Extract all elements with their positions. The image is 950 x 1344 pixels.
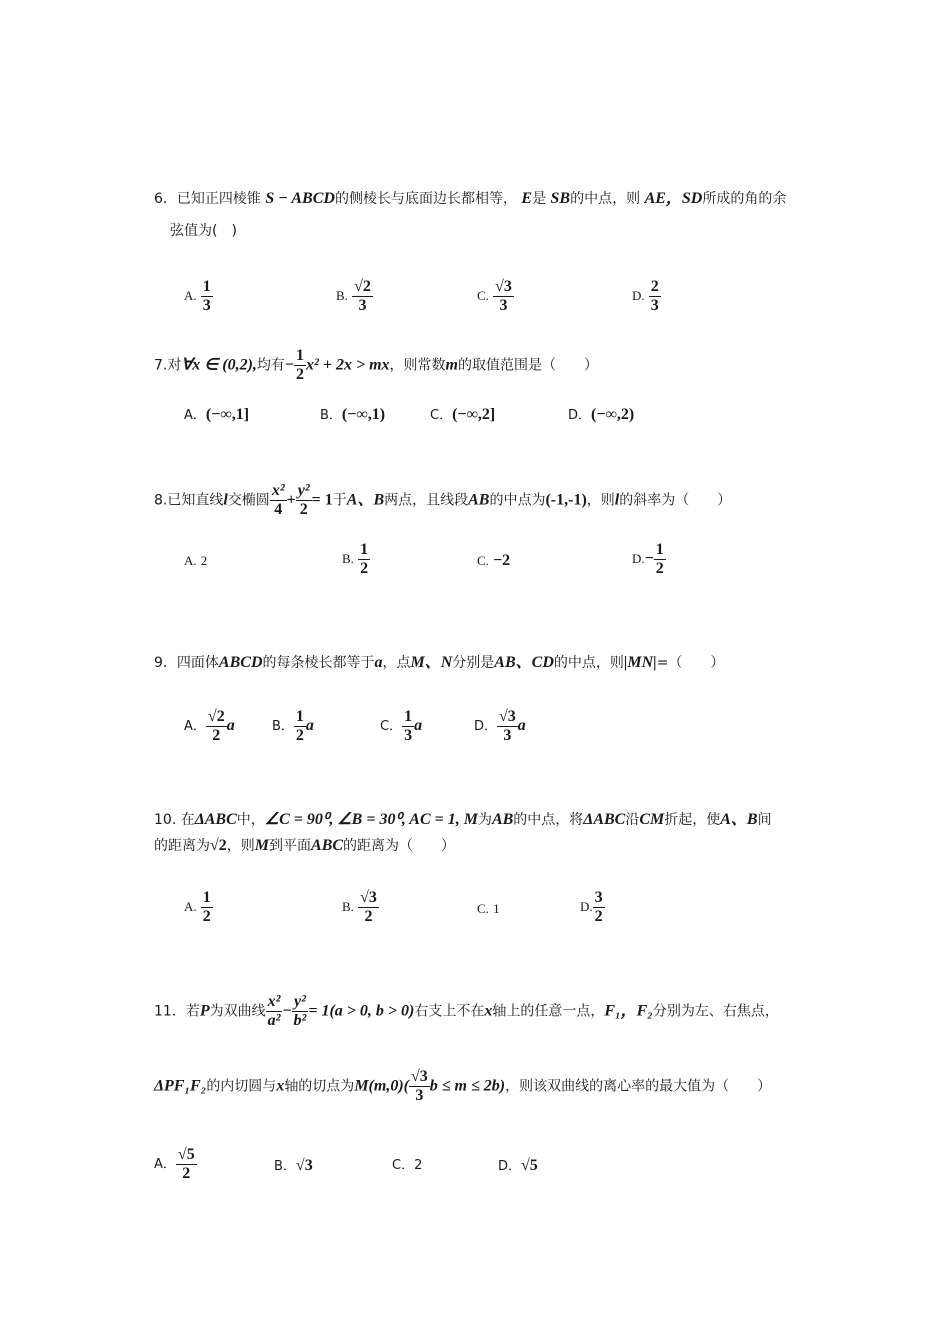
question-11-line-2: ΔPF₁F₂的内切圆与x轴的切点为M(m,0)( $\frac{√3}{3}$ b ≤ m ≤ 2b)，则该双曲线的离心率的最大值为（ ） xyxy=(154,1068,772,1104)
q8-option-b: B. $\frac{1}{2}$ xyxy=(342,541,369,577)
q7-option-a: A．(−∞,1] xyxy=(184,406,250,423)
question-9-line-1: 9．四面体ABCD的每条棱长都等于a，点M、N分别是AB、CD的中点，则|MN|=（ ） xyxy=(154,654,725,671)
q11-option-a: A． $\frac{√5}{2}$ xyxy=(154,1146,195,1182)
question-10-line-2: 的距离为√2，则M到平面ABC的距离为（ ） xyxy=(154,837,456,854)
q11-option-c: C．2 xyxy=(392,1158,423,1173)
q10-option-c: C. 1 xyxy=(477,901,500,916)
q9-option-c: C． $\frac{1}{3}$ a xyxy=(380,708,423,744)
q8-option-c: C. −2 xyxy=(477,552,511,569)
question-11-line-1: 11．若P为双曲线 $\frac{\text{x²}}{\text{a²}}$ − $\frac{\text{y²}}{\text{b²}}$ = 1(a > 0, b > 0)右支上不在x轴上的任意一点，F₁，F₂分别为左、右焦点， xyxy=(154,993,779,1029)
question-10-line-1: 10. 在ΔABC中，∠C = 90⁰, ∠B = 30⁰, AC = 1, M为AB的中点，将ΔABC沿CM折起，使A、B间 xyxy=(154,811,772,828)
q11-option-b: B．√3 xyxy=(274,1157,313,1174)
q10-option-a: A. $\frac{1}{2}$ xyxy=(184,889,211,925)
q6-option-b: B. $\frac{√2}{3}$ xyxy=(336,278,371,314)
q8-option-a: A. 2 xyxy=(184,553,208,568)
q6-option-a: A. $\frac{1}{3}$ xyxy=(184,278,211,314)
q6-option-d: D. $\frac{2}{3}$ xyxy=(632,278,659,314)
q9-option-b: B． $\frac{1}{2}$ a xyxy=(272,708,314,744)
q7-option-d: D．(−∞,2) xyxy=(568,406,635,423)
question-7-line-1: 7.对∀x ∈ (0,2),均有− $\frac{1}{2}$ x² + 2x > mx，则常数m的取值范围是（ ） xyxy=(154,347,598,383)
q6-option-c: C. $\frac{√3}{3}$ xyxy=(477,278,512,314)
question-6-line-2: 弦值为( ) xyxy=(170,223,237,239)
question-8-line-1: 8.已知直线l交椭圆 $\frac{\text{x²}}{4}$ + $\frac{\text{y²}}{2}$ = 1于A、B两点，且线段AB的中点为(-1,-1)，则l的斜率为（ ） xyxy=(154,482,732,518)
q7-option-b: B．(−∞,1) xyxy=(320,406,386,423)
q10-option-d: D. $\frac{3}{2}$ xyxy=(580,889,603,925)
question-6-line-1: 6．已知正四棱锥 S − ABCD的侧棱长与底面边长都相等， E是 SB的中点，则 AE，SD所成的角的余 xyxy=(154,190,787,207)
q11-option-d: D．√5 xyxy=(498,1157,538,1174)
q9-option-d: D． $\frac{√3}{3}$ a xyxy=(474,708,526,744)
q8-option-d: D.− $\frac{1}{2}$ xyxy=(632,541,664,577)
q10-option-b: B. $\frac{√3}{2}$ xyxy=(342,889,377,925)
q7-option-c: C．(−∞,2] xyxy=(430,406,496,423)
q9-option-a: A． $\frac{√2}{2}$ a xyxy=(184,708,235,744)
